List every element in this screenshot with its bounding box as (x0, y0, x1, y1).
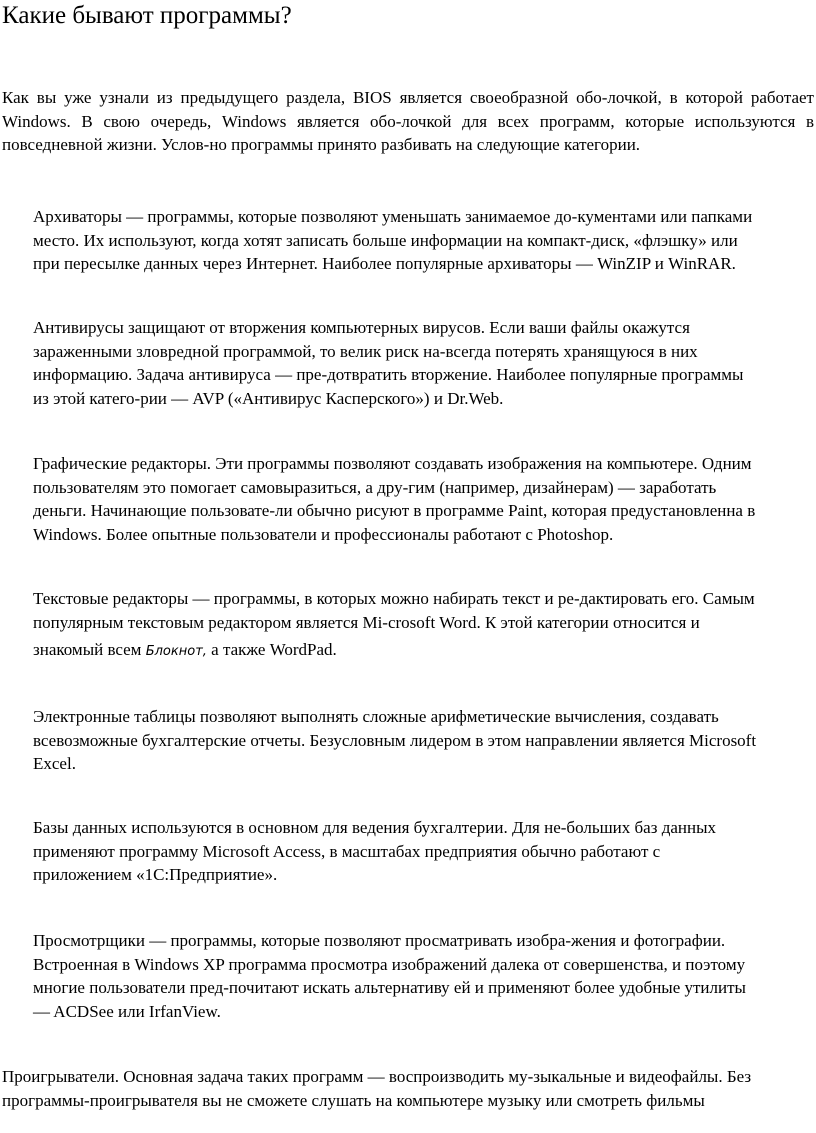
text-line: из этой катего-рии — AVP («Антивирус Касперского») и Dr.Web. (33, 388, 504, 408)
intro-paragraph (2, 86, 814, 157)
text-fragment: а также WordPad. (206, 640, 337, 659)
databases-paragraph (33, 816, 814, 887)
page-title: Какие бывают программы? (2, 2, 292, 29)
text-fragment: знакомый всем (33, 640, 146, 659)
text-line: Антивирусы защищают от вторжения компьютерных вирусов. Если ваши файлы окажутся (33, 318, 690, 337)
text-line: информацию. Задача антивируса — пре-дотвратить вторжение. Наиболее популярные программы (33, 365, 744, 384)
text-line: применяют программу Microsoft Access, в масштабах предприятия обычно работают с (33, 841, 661, 861)
text-line: пользователям это помогает самовыразиться, а дру-гим (например, дизайнерам) — заработать (33, 477, 717, 497)
text-line: Архиваторы — программы, которые позволяют уменьшать занимаемое до-кументами или папками (33, 207, 753, 226)
archivers-paragraph (33, 205, 814, 276)
text-line: зараженными зловредной программой, то велик риск на-всегда потерять хранящуюся в них (33, 341, 698, 361)
text-line: Графические редакторы. Эти программы позволяют создавать изображения на компьютере. Одним (33, 454, 752, 473)
spreadsheets-paragraph (33, 705, 814, 776)
notepad-name: Блокнот, (145, 644, 207, 659)
text-line: приложением «1С:Предприятие». (33, 865, 278, 884)
text-line: Просмотрщики — программы, которые позволяют просматривать изобра-жения и фотографии. (33, 931, 726, 950)
text-line: при пересылке данных через Интернет. Наиболее популярные архиваторы — WinZIP и WinRAR. (33, 254, 736, 273)
text-line: повседневной жизни. Услов-но программы принято разбивать на следующие категории. (2, 135, 641, 154)
text-line: Электронные таблицы позволяют выполнять сложные арифметические вычисления, создавать (33, 707, 719, 726)
text-line: Проигрыватели. Основная задача таких программ — воспроизводить му-зыкальные и видеофайлы. Без (2, 1067, 752, 1086)
text-line: Windows. В свою очередь, Windows является обо-лочкой для всех программ, которые используются в (2, 111, 814, 131)
text-line: многие пользователи пред-почитают искать альтернативу ей и применяют более удобные утилиты (33, 978, 746, 997)
text-line: место. Их используют, когда хотят записать больше информации на компакт-диск, «флэшку» или (33, 230, 738, 250)
text-line: всевозможные бухгалтерские отчеты. Безусловным лидером в этом направлении является Microsoft (33, 730, 757, 750)
viewers-paragraph (33, 929, 814, 1023)
text-line: деньги. Начинающие пользовате-ли обычно рисуют в программе Paint, которая предустановленна в (33, 501, 756, 520)
text-line: популярным текстовым редактором является Mi-crosoft Word. К этой категории относится и (33, 612, 700, 632)
antivirus-paragraph (33, 316, 814, 410)
text-line: Excel. (33, 754, 76, 773)
text-line: Встроенная в Windows XP программа просмотра изображений далека от совершенства, и поэтому (33, 954, 746, 974)
text-line: Базы данных используются в основном для ведения бухгалтерии. Для не-больших баз данных (33, 818, 717, 837)
text-line: программы-проигрывателя вы не сможете слушать на компьютере музыку или смотреть фильмы (2, 1090, 705, 1110)
text-editors-paragraph (33, 587, 814, 668)
text-line (33, 634, 814, 668)
text-line: Текстовые редакторы — программы, в которых можно набирать текст и ре-дактировать его. Самым (33, 589, 755, 608)
text-line: Windows. Более опытные пользователи и профессионалы работают с Photoshop. (33, 524, 614, 544)
text-line: Как вы уже узнали из предыдущего раздела, BIOS является своеобразной обо-лочкой, в которой работает (2, 88, 814, 107)
graphics-editors-paragraph (33, 452, 814, 546)
text-line: — ACDSee или IrfanView. (33, 1001, 221, 1021)
players-paragraph (2, 1065, 814, 1112)
